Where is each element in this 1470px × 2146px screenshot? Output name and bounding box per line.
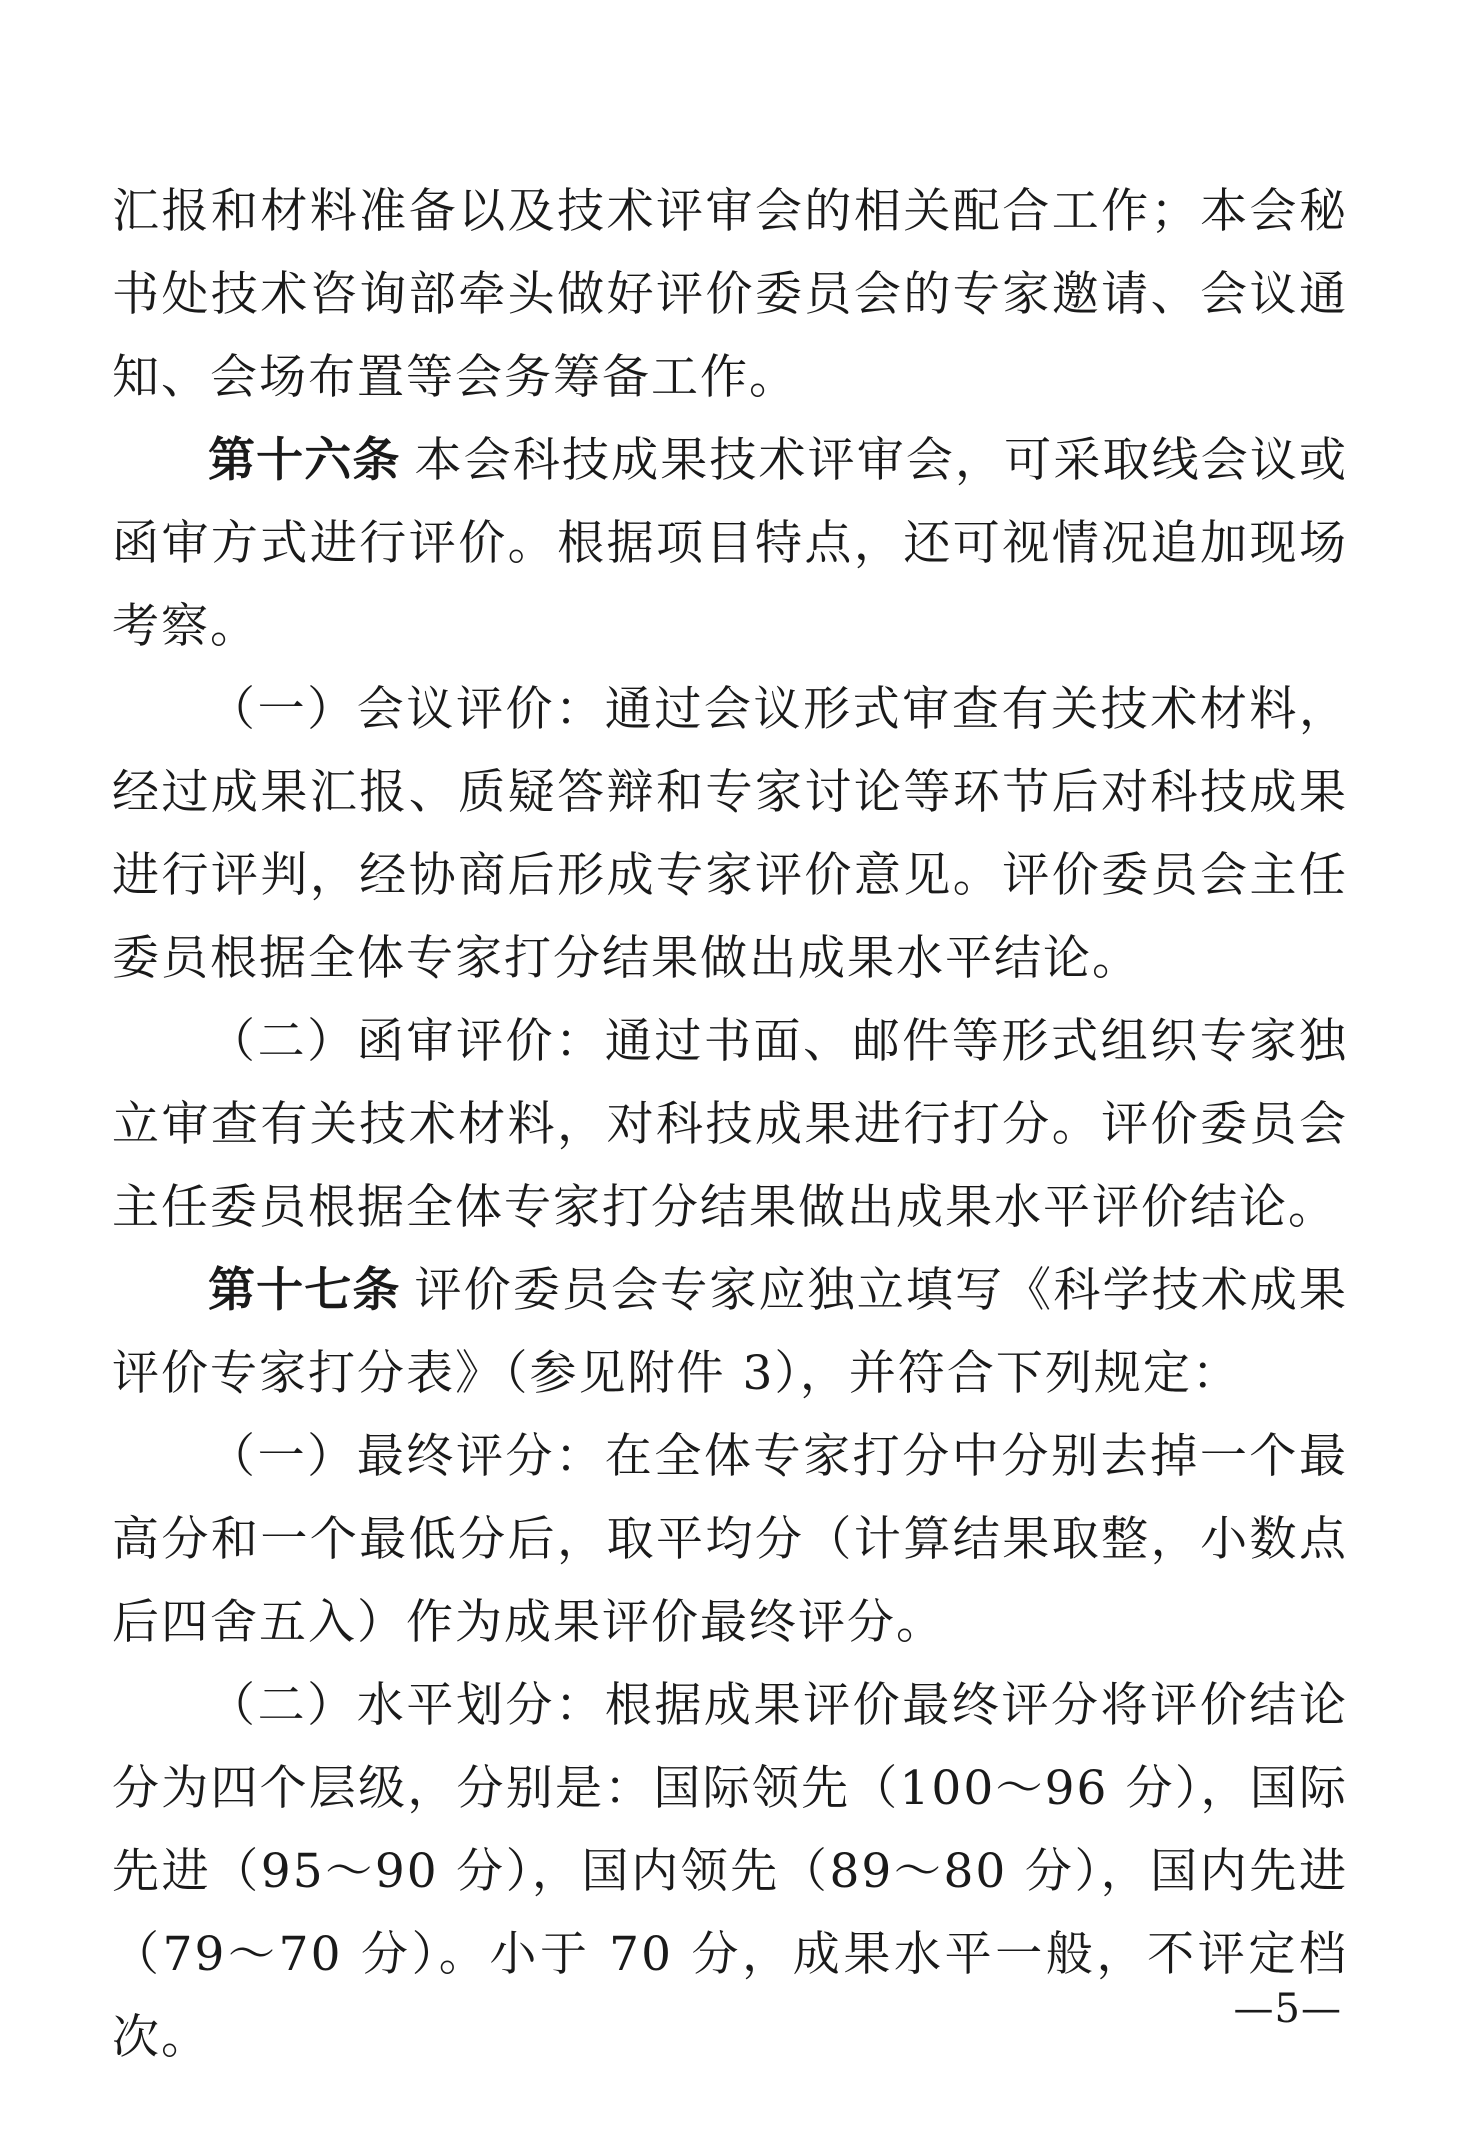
paragraph-text: （一）会议评价：通过会议形式审查有关技术材料，经过成果汇报、质疑答辩和专家讨论等环节后对科技成果进行评判，经协商后形成专家评价意见。评价委员会主任委员根据全体专家打分结果做出成果水平结论。 <box>112 682 1348 986</box>
article-16-item-1 <box>112 668 1348 1000</box>
paragraph-text: （二）水平划分：根据成果评价最终评分将评价结论分为四个层级，分别是：国际领先（100～96 分），国际先进（95～90 分），国内领先（89～80 分），国内先进（79～70 分）。小于 70 分，成果水平一般，不评定档次。 <box>112 1678 1348 2065</box>
article-number: 第十六条 <box>208 433 401 488</box>
paragraph-text: 本会科技成果技术评审会，可采取线会议或函审方式进行评价。根据项目特点，还可视情况追加现场考察。 <box>112 433 1349 654</box>
article-number: 第十七条 <box>208 1263 401 1318</box>
page-number: —5— <box>1233 1986 1342 2032</box>
article-16 <box>112 419 1348 668</box>
body-text <box>112 170 1348 2079</box>
paragraph-text: （二）函审评价：通过书面、邮件等形式组织专家独立审查有关技术材料，对科技成果进行打分。评价委员会主任委员根据全体专家打分结果做出成果水平评价结论。 <box>112 1014 1348 1235</box>
paragraph-text: 评价委员会专家应独立填写《科学技术成果评价专家打分表》（参见附件 3），并符合下列规定： <box>112 1263 1349 1401</box>
paragraph-text: （一）最终评分：在全体专家打分中分别去掉一个最高分和一个最低分后，取平均分（计算结果取整，小数点后四舍五入）作为成果评价最终评分。 <box>112 1429 1348 1650</box>
article-17 <box>112 1249 1348 1415</box>
article-16-item-2 <box>112 1000 1348 1249</box>
paragraph-text: 汇报和材料准备以及技术评审会的相关配合工作；本会秘书处技术咨询部牵头做好评价委员会的专家邀请、会议通知、会场布置等会务筹备工作。 <box>112 184 1348 405</box>
article-17-item-1 <box>112 1415 1348 1664</box>
paragraph-continuation <box>112 170 1348 419</box>
article-17-item-2 <box>112 1664 1348 2079</box>
